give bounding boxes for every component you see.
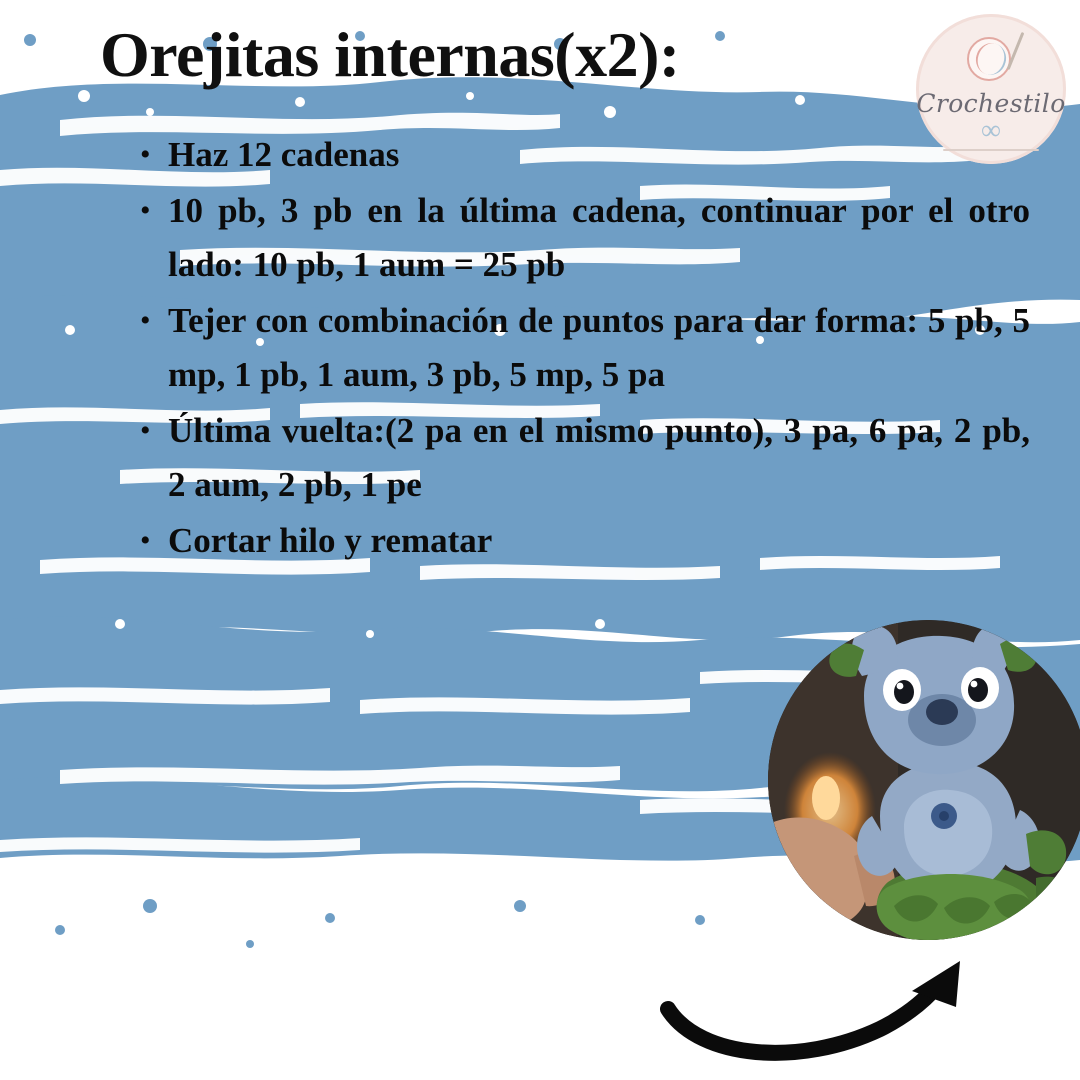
curved-arrow-icon — [660, 955, 990, 1065]
list-item — [140, 128, 1030, 182]
list-bullet-icon: • — [140, 138, 151, 171]
amigurumi-photo — [768, 620, 1080, 940]
list-item — [140, 514, 1030, 568]
list-item — [140, 184, 1030, 292]
list-item-text: Última vuelta:(2 pa en el mismo punto), 3 pa, 6 pa, 2 pb, 2 aum, 2 pb, 1 pe — [168, 411, 1030, 504]
list-bullet-icon: • — [140, 194, 151, 227]
list-bullet-icon: • — [140, 304, 151, 337]
list-item — [140, 294, 1030, 402]
yarn-ball-icon — [965, 33, 1017, 85]
infinity-icon: ∞ — [981, 115, 1001, 147]
list-item-text: Tejer con combinación de puntos para dar forma: 5 pb, 5 mp, 1 pb, 1 aum, 3 pb, 5 mp, 5 pa — [168, 301, 1030, 394]
list-item-text: Cortar hilo y rematar — [168, 521, 493, 560]
list-bullet-icon: • — [140, 524, 151, 557]
page-title: Orejitas internas(x2): — [100, 19, 680, 90]
list-item-text: Haz 12 cadenas — [168, 135, 400, 174]
list-item-text: 10 pb, 3 pb en la última cadena, continuar por el otro lado: 10 pb, 1 aum = 25 pb — [168, 191, 1030, 284]
brand-name: Crochestilo — [916, 89, 1066, 119]
instructions-list — [140, 128, 1030, 570]
list-item — [140, 404, 1030, 512]
list-bullet-icon: • — [140, 414, 151, 447]
